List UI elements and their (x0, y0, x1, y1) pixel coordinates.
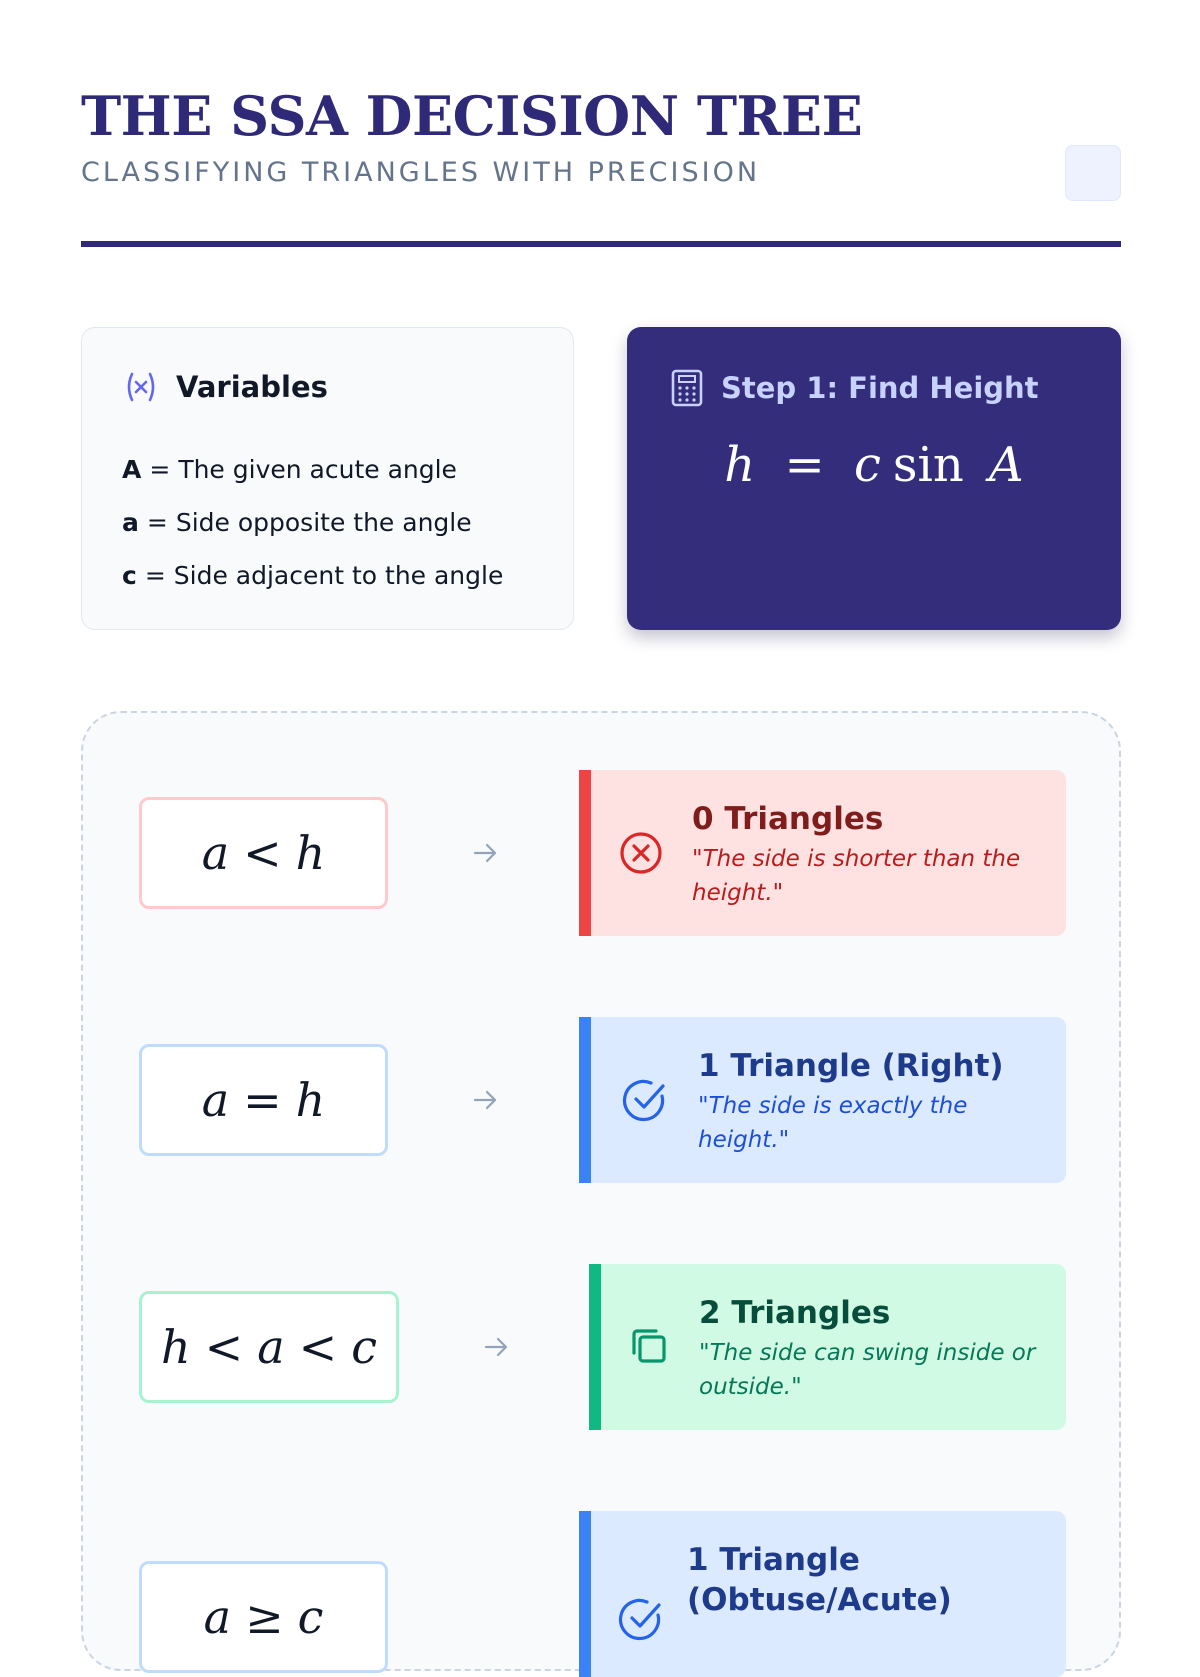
variable-row (122, 496, 503, 549)
formula-side: c (853, 437, 881, 493)
result-accent-bar (589, 1264, 601, 1430)
result-card-two (589, 1264, 1066, 1430)
height-formula (627, 437, 1121, 493)
condition-term: c (351, 1320, 377, 1374)
variable-equals: = (149, 455, 171, 484)
variable-description: Side opposite the angle (175, 508, 472, 537)
variable-description: Side adjacent to the angle (173, 561, 504, 590)
result-card-one-obtuse (579, 1511, 1066, 1677)
condition-term: a (201, 1073, 230, 1127)
check-circle-icon (617, 1595, 665, 1643)
variable-equals: = (144, 561, 166, 590)
x-circle-icon (617, 829, 665, 877)
copy-icon (625, 1322, 673, 1370)
condition-operator: < (204, 1320, 244, 1374)
arrow-right-icon (472, 1088, 500, 1112)
condition-term: a (257, 1320, 285, 1374)
variables-list (122, 443, 503, 602)
step1-title: Step 1: Find Height (721, 371, 1039, 405)
condition-box (139, 1044, 388, 1156)
formula-equals: = (784, 437, 825, 493)
variable-row (122, 443, 503, 496)
variable-symbol: a (122, 508, 139, 537)
condition-box (139, 797, 388, 909)
result-title-line2: (Obtuse/Acute) (687, 1582, 952, 1618)
condition-box (139, 1561, 388, 1673)
arrow-right-icon (472, 841, 500, 865)
result-quote: "The side can swing inside or outside." (699, 1340, 1036, 1400)
page-title: THE SSA DECISION TREE (81, 84, 863, 148)
result-title: 1 Triangle (687, 1542, 860, 1578)
formula-lhs: h (724, 437, 756, 493)
variable-icon (124, 370, 158, 404)
variable-symbol: c (122, 561, 137, 590)
condition-operator: < (243, 826, 282, 880)
condition-term: h (161, 1320, 191, 1374)
result-quote: "The side is shorter than the height." (692, 846, 1021, 906)
result-title: 1 Triangle (Right) (698, 1048, 1004, 1084)
calculator-icon (671, 369, 703, 407)
variable-symbol: A (122, 455, 142, 484)
variable-description: The given acute angle (178, 455, 457, 484)
formula-function: sin (892, 437, 964, 493)
decision-tree (81, 711, 1121, 1671)
condition-term: h (295, 1073, 326, 1127)
condition-operator: = (243, 1073, 282, 1127)
condition-operator: ≥ (245, 1590, 284, 1644)
header-placeholder-box (1065, 145, 1121, 201)
step1-card (627, 327, 1121, 630)
condition-operator: < (298, 1320, 338, 1374)
result-accent-bar (579, 1511, 591, 1677)
condition-term: h (295, 826, 326, 880)
page-subtitle: CLASSIFYING TRIANGLES WITH PRECISION (81, 157, 761, 188)
formula-angle: A (989, 437, 1024, 493)
condition-term: a (201, 826, 230, 880)
header-divider (81, 241, 1121, 247)
check-circle-icon (621, 1076, 669, 1124)
arrow-right-icon (483, 1335, 511, 1359)
result-quote: "The side is exactly the height." (698, 1093, 968, 1153)
step1-header (671, 369, 1039, 407)
condition-term: a (203, 1590, 232, 1644)
variables-header (124, 370, 328, 404)
variables-title: Variables (176, 370, 328, 404)
header (81, 84, 1121, 190)
variable-equals: = (146, 508, 168, 537)
variables-card (81, 327, 574, 630)
result-card-zero (579, 770, 1066, 936)
result-title: 2 Triangles (699, 1295, 891, 1331)
result-card-one-right (579, 1017, 1066, 1183)
condition-term: c (297, 1590, 324, 1644)
condition-box (139, 1291, 399, 1403)
result-accent-bar (579, 770, 591, 936)
result-title: 0 Triangles (692, 801, 884, 837)
result-accent-bar (579, 1017, 591, 1183)
variable-row (122, 549, 503, 602)
